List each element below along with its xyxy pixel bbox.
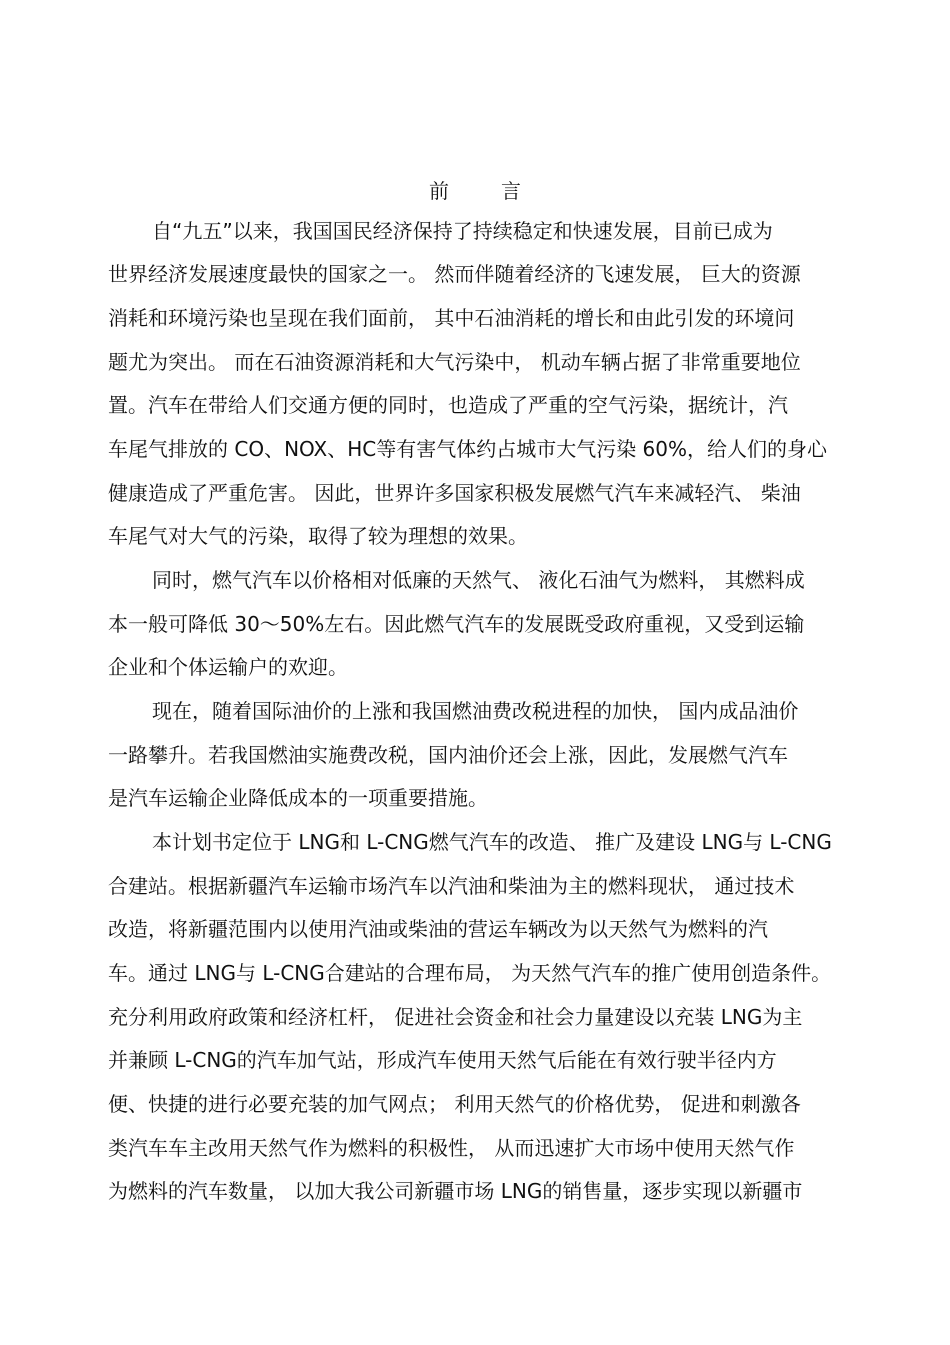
paragraph-line: 企业和个体运输户的欢迎。: [108, 655, 348, 679]
paragraph-line: 本计划书定位于 LNG和 L-CNG燃气汽车的改造、 推广及建设 LNG与 L-CNG: [152, 830, 832, 854]
paragraph-line: 车。通过 LNG与 L-CNG合建站的合理布局， 为天然气汽车的推广使用创造条件。: [108, 961, 832, 985]
paragraph-line: 并兼顾 L-CNG的汽车加气站，形成汽车使用天然气后能在有效行驶半径内方: [108, 1048, 777, 1072]
paragraph-line: 世界经济发展速度最快的国家之一。 然而伴随着经济的飞速发展， 巨大的资源: [108, 262, 801, 286]
paragraph-line: 健康造成了严重危害。 因此，世界许多国家积极发展燃气汽车来减轻汽、 柴油: [108, 481, 801, 505]
paragraph-line: 本一般可降低 30～50%左右。因此燃气汽车的发展既受政府重视，又受到运输: [108, 612, 805, 636]
paragraph-line: 消耗和环境污染也呈现在我们面前， 其中石油消耗的增长和由此引发的环境问: [108, 306, 795, 330]
paragraph-line: 车尾气对大气的污染，取得了较为理想的效果。: [108, 524, 528, 548]
paragraph-line: 是汽车运输企业降低成本的一项重要措施。: [108, 786, 488, 810]
paragraph-line: 一路攀升。若我国燃油实施费改税，国内油价还会上涨，因此，发展燃气汽车: [108, 743, 788, 767]
paragraph-line: 车尾气排放的 CO、NOX、HC等有害气体约占城市大气污染 60%，给人们的身心: [108, 437, 828, 461]
paragraph-line: 便、快捷的进行必要充装的加气网点； 利用天然气的价格优势， 促进和刺激各: [108, 1092, 801, 1116]
paragraph-line: 题尤为突出。 而在石油资源消耗和大气污染中， 机动车辆占据了非常重要地位: [108, 350, 801, 374]
paragraph-line: 改造，将新疆范围内以使用汽油或柴油的营运车辆改为以天然气为燃料的汽: [108, 917, 768, 941]
paragraph-line: 置。汽车在带给人们交通方便的同时，也造成了严重的空气污染，据统计，汽: [108, 393, 788, 417]
page-title: 前言: [429, 179, 573, 203]
paragraph-line: 同时，燃气汽车以价格相对低廉的天然气、 液化石油气为燃料， 其燃料成: [152, 568, 805, 592]
paragraph-line: 自“九五”以来，我国国民经济保持了持续稳定和快速发展，目前已成为: [152, 219, 773, 243]
paragraph-line: 现在，随着国际油价的上涨和我国燃油费改税进程的加快， 国内成品油价: [152, 699, 799, 723]
paragraph-line: 为燃料的汽车数量， 以加大我公司新疆市场 LNG的销售量，逐步实现以新疆市: [108, 1179, 803, 1203]
paragraph-line: 类汽车车主改用天然气作为燃料的积极性， 从而迅速扩大市场中使用天然气作: [108, 1136, 795, 1160]
paragraph-line: 合建站。根据新疆汽车运输市场汽车以汽油和柴油为主的燃料现状， 通过技术: [108, 874, 795, 898]
paragraph-line: 充分利用政府政策和经济杠杆， 促进社会资金和社会力量建设以充装 LNG为主: [108, 1005, 803, 1029]
